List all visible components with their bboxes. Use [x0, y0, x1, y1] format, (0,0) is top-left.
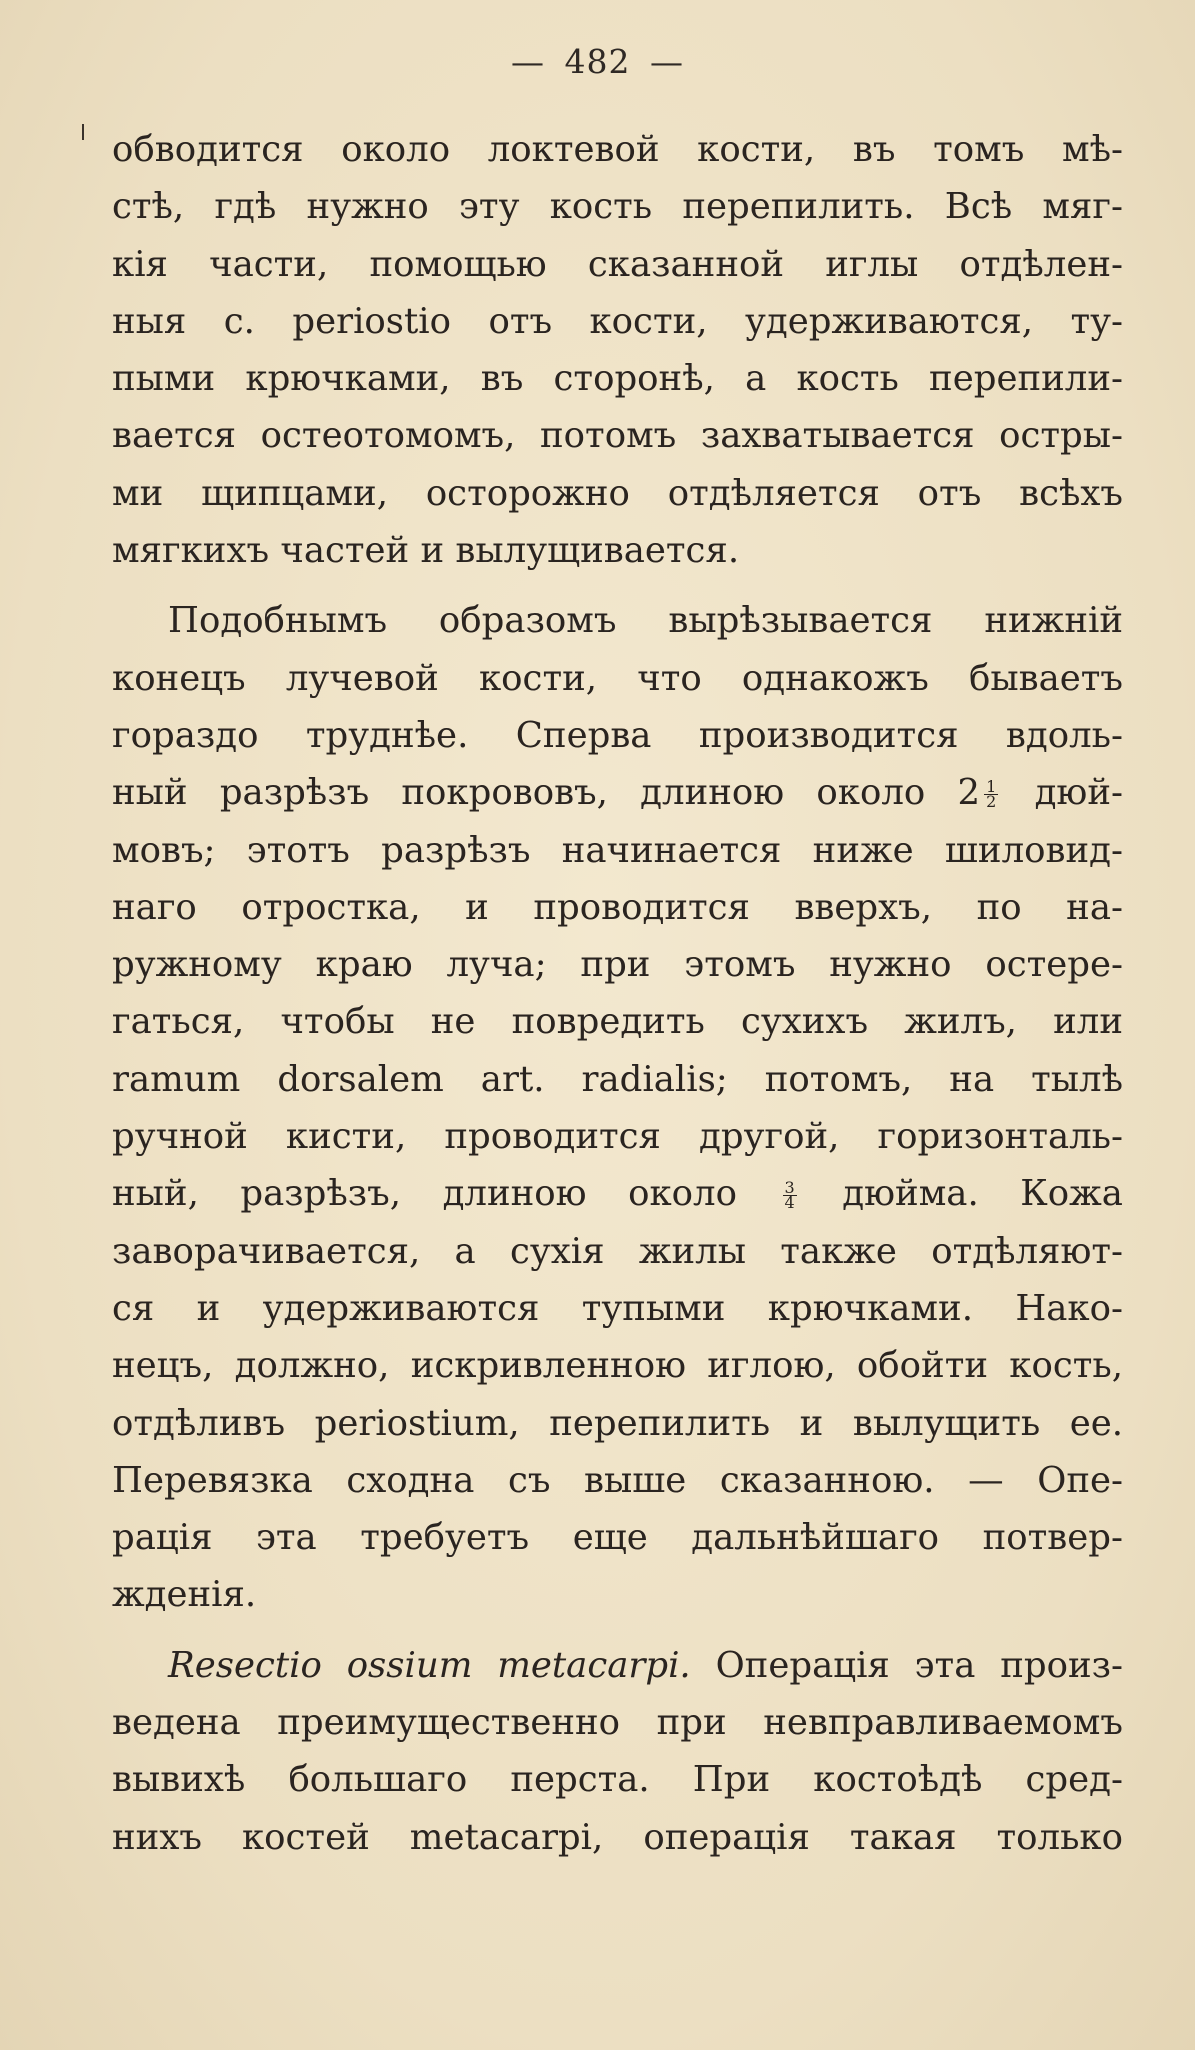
text-segment: Операція эта произ-	[715, 1644, 1123, 1686]
text-segment: ный, разрѣзъ, длиною около	[112, 1173, 737, 1215]
fraction-whole: 2	[957, 772, 981, 814]
text-line: ми щипцами, осторожно отдѣляется отъ всѣхъ	[112, 472, 1123, 514]
text-line: нихъ костей metacarpi, операція такая только	[112, 1816, 1123, 1858]
text-line: вается остеотомомъ, потомъ захватывается остры-	[112, 415, 1123, 457]
text-line-with-fraction	[112, 1165, 1123, 1222]
text-line: кія части, помощью сказанной иглы отдѣлен-	[112, 243, 1123, 285]
header-dash-left: —	[511, 42, 545, 81]
text-line: ручной кисти, проводится другой, горизонталь-	[112, 1116, 1123, 1158]
text-line: вывихѣ большаго перста. При костоѣдѣ сред-	[112, 1759, 1123, 1801]
fraction-denominator: 2	[986, 792, 997, 812]
text-line: заворачивается, а сухія жилы также отдѣляют-	[112, 1230, 1123, 1272]
text-line: обводится около локтевой кости, въ томъ мѣ-	[112, 129, 1123, 170]
fraction	[783, 1178, 797, 1213]
text-line: ramum dorsalem art. radialis; потомъ, на тылѣ	[112, 1058, 1123, 1100]
text-segment: ный разрѣзъ покрововъ, длиною около	[112, 772, 926, 814]
text-line: Подобнымъ образомъ вырѣзывается нижній	[168, 600, 1123, 642]
text-line: наго отростка, и проводится вверхъ, по на-	[112, 886, 1123, 928]
text-line: отдѣливъ periostium, перепилить и вылущить ее.	[112, 1402, 1123, 1444]
fraction	[984, 777, 998, 812]
page-number: 482	[564, 42, 631, 81]
page-header	[72, 42, 1123, 81]
text-line-with-heading	[112, 1637, 1123, 1694]
text-line: стѣ, гдѣ нужно эту кость перепилить. Всѣ мяг-	[112, 186, 1123, 228]
text-line-with-fraction	[112, 764, 1123, 821]
paragraph-3	[112, 1637, 1123, 1866]
fraction-numerator: 1	[986, 777, 997, 797]
section-lead-italic: Resectio ossium metacarpi.	[168, 1644, 691, 1686]
text-line: гораздо труднѣе. Сперва производится вдоль-	[112, 714, 1123, 756]
header-dash-right: —	[650, 42, 684, 81]
text-line: конецъ лучевой кости, что однакожъ бываетъ	[112, 657, 1123, 699]
text-segment: дюйма. Кожа	[842, 1173, 1123, 1215]
text-line: ся и удерживаются тупыми крючками. Нако-	[112, 1287, 1123, 1329]
text-line: пыми крючками, въ сторонѣ, а кость перепили-	[112, 358, 1123, 400]
body-text	[112, 121, 1123, 1866]
text-line: жденія.	[112, 1574, 257, 1616]
text-line: рація эта требуетъ еще дальнѣйшаго потвер-	[112, 1517, 1123, 1559]
text-line: ружному краю луча; при этомъ нужно остере-	[112, 944, 1123, 986]
paragraph-1	[112, 121, 1123, 579]
margin-mark	[82, 124, 84, 140]
text-line: ныя с. periostio отъ кости, удерживаются, ту-	[112, 300, 1123, 342]
text-line: Перевязка сходна съ выше сказанною. — Опе-	[112, 1459, 1123, 1501]
text-line: ведена преимущественно при невправливаемомъ	[112, 1702, 1123, 1744]
text-line: мовъ; этотъ разрѣзъ начинается ниже шиловид-	[112, 829, 1123, 871]
text-segment: дюй-	[1034, 772, 1123, 814]
text-line: нецъ, должно, искривленною иглою, обойти кость,	[112, 1345, 1123, 1387]
fraction-numerator: 3	[784, 1178, 795, 1198]
text-line: гаться, чтобы не повредить сухихъ жилъ, или	[112, 1001, 1123, 1043]
text-line: мягкихъ частей и вылущивается.	[112, 530, 740, 572]
fraction-denominator: 4	[784, 1193, 795, 1213]
paragraph-2	[112, 592, 1123, 1623]
